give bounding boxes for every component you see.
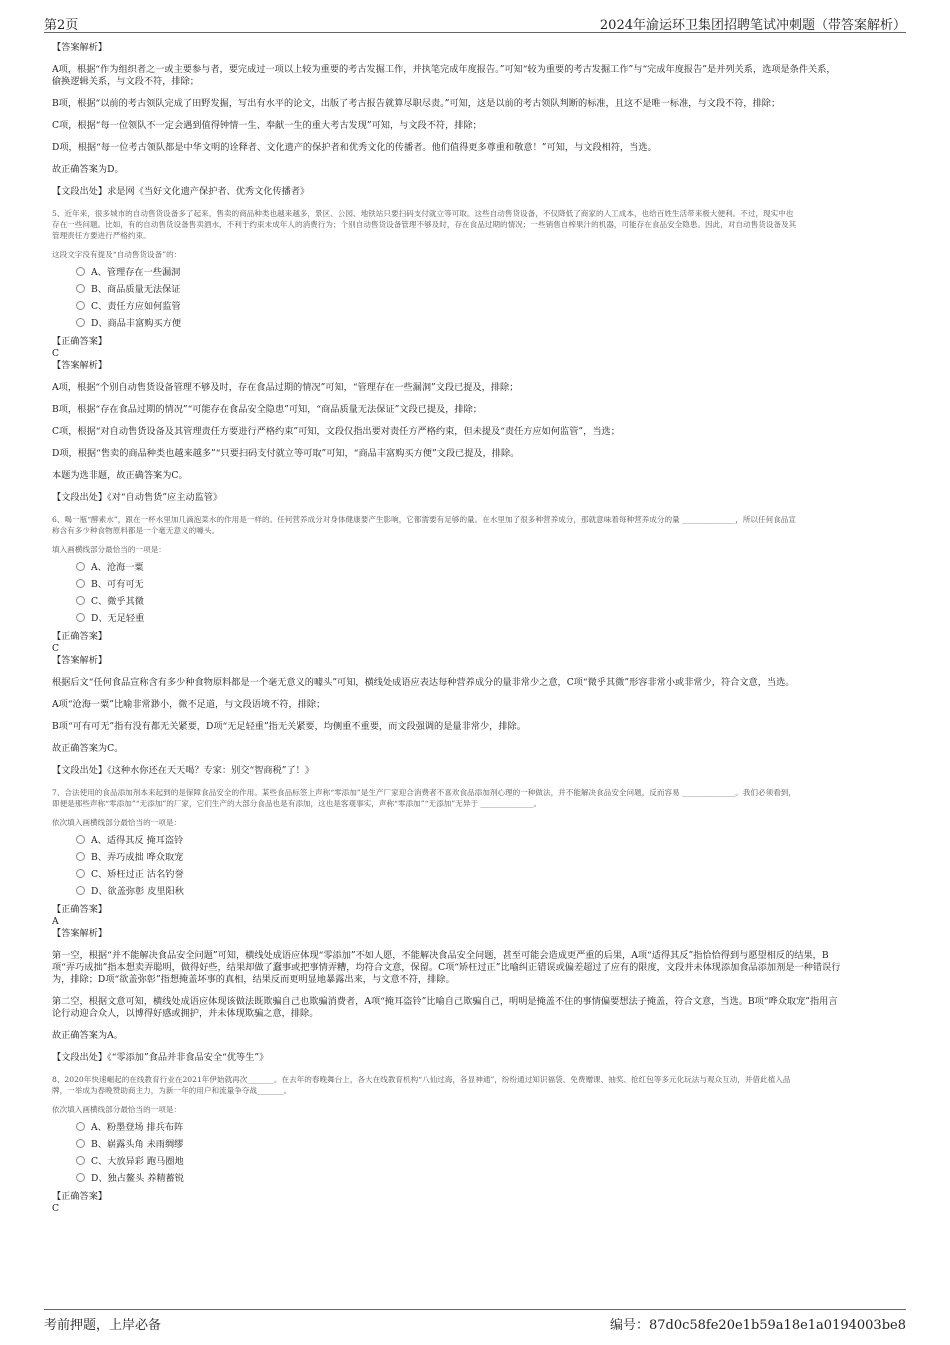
answer-conclusion: 本题为选非题，故正确答案为C。 bbox=[52, 470, 188, 481]
answer-value: A bbox=[52, 916, 59, 927]
radio-icon[interactable] bbox=[76, 596, 85, 605]
footer-slogan: 考前押题，上岸必备 bbox=[44, 1318, 162, 1333]
option-list bbox=[76, 559, 904, 627]
analysis-text: C项，根据“每一位领队不一定会遇到值得钟情一生、奉献一生的重大考古发现”可知，与文段不符，排除； bbox=[52, 120, 482, 131]
question-6 bbox=[52, 514, 904, 777]
question-stem: 8、2020年快速崛起的在线教育行业在2021年伊始就再次_______。在去年的春晚舞台上，各大在线教育机构“八仙过海，各显神通”，纷纷通过知识福袋、免费赠课、抽奖、抢红包等多元化玩法与观众互动，并借此植入品 bbox=[52, 1075, 791, 1084]
radio-icon[interactable] bbox=[76, 886, 85, 895]
option-d[interactable]: D、欲盖弥彰 皮里阳秋 bbox=[76, 883, 904, 900]
option-c[interactable]: C、大放异彩 跑马圈地 bbox=[76, 1153, 904, 1170]
question-stem: 称含有多少种食物原料都是一个毫无意义的噱头。 bbox=[52, 526, 220, 535]
option-a[interactable]: A、粉墨登场 排兵布阵 bbox=[76, 1119, 904, 1136]
option-c[interactable]: C、矫枉过正 沽名钓誉 bbox=[76, 866, 904, 883]
radio-icon[interactable] bbox=[76, 301, 85, 310]
answer-label: 【正确答案】 bbox=[52, 904, 108, 915]
analysis-text: 第二空，根据文意可知，横线处成语应体现该做法既欺骗自己也欺骗消费者，A项“掩耳盗铃”比喻自己欺骗自己，明明是掩盖不住的事情偏要想法子掩盖，符合文意，当选。B项“哗众取宠”指用言 bbox=[52, 996, 838, 1007]
radio-icon[interactable] bbox=[76, 1139, 85, 1148]
answer-value: C bbox=[52, 643, 60, 654]
analysis-label: 【答案解析】 bbox=[52, 42, 108, 53]
option-a[interactable]: A、管理存在一些漏洞 bbox=[76, 264, 904, 281]
radio-icon[interactable] bbox=[76, 579, 85, 588]
analysis-text: 第一空，根据“并不能解决食品安全问题”可知，横线处成语应体现“零添加”不如人愿，不能解决食品安全问题，甚至可能会造成更严重的后果，A项“适得其反”指恰恰得到与愿望相反的结果，B bbox=[52, 950, 829, 961]
radio-icon[interactable] bbox=[76, 1173, 85, 1182]
question-stem: 6、喝一瓶“酵素水”，跟在一杯水里加几滴泡菜水的作用是一样的。任何营养成分对身体健康要产生影响，它都需要有足够的量。在水里加了很多种营养成分，那就意味着每种营养成分的量 ______________，所以任何食品宣 bbox=[52, 515, 796, 524]
answer-conclusion: 故正确答案为D。 bbox=[52, 164, 124, 175]
radio-icon[interactable] bbox=[76, 869, 85, 878]
question-stem: 7、合法使用的食品添加剂本来起到的是保障食品安全的作用。某些食品标签上声称“零添加”是生产厂家迎合消费者不喜欢食品添加剂心理的一种做法，并不能解决食品安全问题，反而容易 ______________。我们必须看到， bbox=[52, 788, 796, 797]
option-list bbox=[76, 264, 904, 332]
answer-label: 【正确答案】 bbox=[52, 631, 108, 642]
radio-icon[interactable] bbox=[76, 835, 85, 844]
source-citation: 【文段出处】《这种水你还在天天喝？专家：别交“智商税”了！》 bbox=[52, 765, 315, 776]
option-d[interactable]: D、商品丰富购买方便 bbox=[76, 315, 904, 332]
option-b[interactable]: B、弄巧成拙 哗众取宠 bbox=[76, 849, 904, 866]
source-citation: 【文段出处】《对“自动售货”应主动监管》 bbox=[52, 492, 223, 503]
radio-icon[interactable] bbox=[76, 318, 85, 327]
radio-icon[interactable] bbox=[76, 284, 85, 293]
radio-icon[interactable] bbox=[76, 1122, 85, 1131]
option-b[interactable]: B、商品质量无法保证 bbox=[76, 281, 904, 298]
answer-conclusion: 故正确答案为A。 bbox=[52, 1030, 123, 1041]
question-prompt: 依次填入画横线部分最恰当的一项是： bbox=[52, 1105, 182, 1114]
document-body bbox=[52, 42, 904, 1215]
question-prompt: 依次填入画横线部分最恰当的一项是： bbox=[52, 818, 182, 827]
option-a[interactable]: A、适得其反 掩耳盗铃 bbox=[76, 832, 904, 849]
question-stem: 牌，一举成为春晚赞助商主力，为新一年的用户和流量争夺战_______。 bbox=[52, 1086, 292, 1095]
question-prompt: 这段文字没有提及“自动售货设备”的： bbox=[52, 250, 182, 259]
analysis-text: B项“可有可无”指有没有都无关紧要，D项“无足轻重”指无关紧要，均侧重不重要，而文段强调的是量非常少，排除。 bbox=[52, 721, 526, 732]
analysis-text: A项“沧海一粟”比喻非常渺小，微不足道，与文段语境不符，排除； bbox=[52, 699, 326, 710]
analysis-text: 偷换逻辑关系，与文段不符，排除； bbox=[52, 76, 199, 87]
analysis-text: 为，排除；D项“欲盖弥彰”指想掩盖坏事的真相，结果反而更明显地暴露出来，与文意不符，排除。 bbox=[52, 974, 455, 985]
question-stem: 5、近年来，很多城市的自动售货设备多了起来，售卖的商品种类也越来越多，景区、公园、地铁站只要扫码支付就立等可取。这些自动售货设备，不仅降低了商家的人工成本，也给百姓生活带来极大便利。不过，现实中也 bbox=[52, 209, 794, 218]
radio-icon[interactable] bbox=[76, 852, 85, 861]
answer-label: 【正确答案】 bbox=[52, 336, 108, 347]
radio-icon[interactable] bbox=[76, 1156, 85, 1165]
page-header bbox=[44, 12, 906, 33]
document-id: 编号：87d0c58fe20e1b59a18e1a0194003be8 bbox=[609, 1318, 906, 1333]
question-7 bbox=[52, 787, 904, 1064]
source-citation: 【文段出处】《“零添加”食品并非食品安全“优等生”》 bbox=[52, 1052, 269, 1063]
analysis-text: 项“弄巧成拙”指本想卖弄聪明，做得好些，结果却做了蠢事或把事情弄糟，均符合文意，保留。C项“矫枉过正”比喻纠正错误或偏差超过了应有的限度，文段并未体现添加食品添加剂是一种错误行 bbox=[52, 962, 841, 973]
analysis-text: C项，根据“对自动售货设备及其管理责任方要进行严格约束”可知，文段仅指出要对责任方严格约束，但未提及“责任方应如何监管”，当选； bbox=[52, 426, 620, 437]
option-a[interactable]: A、沧海一粟 bbox=[76, 559, 904, 576]
question-8 bbox=[52, 1074, 904, 1215]
question-5 bbox=[52, 208, 904, 504]
analysis-text: D项，根据“售卖的商品种类也越来越多”“只要扫码支付就立等可取”可知，“商品丰富购买方便”文段已提及，排除。 bbox=[52, 448, 520, 459]
document-title: 2024年渝运环卫集团招聘笔试冲刺题（带答案解析） bbox=[599, 18, 906, 33]
radio-icon[interactable] bbox=[76, 613, 85, 622]
answer-conclusion: 故正确答案为C。 bbox=[52, 743, 124, 754]
analysis-text: B项，根据“以前的考古领队完成了田野发掘，写出有水平的论文，出版了考古报告就算尽职尽责。”可知，这是以前的考古领队判断的标准，且这不是唯一标准，与文段不符，排除； bbox=[52, 98, 781, 109]
analysis-text: B项，根据“存在食品过期的情况”“可能存在食品安全隐患”可知，“商品质量无法保证”文段已提及，排除； bbox=[52, 404, 482, 415]
analysis-text: 论行动迎合众人，以博得好感或拥护，并未体现欺骗之意，排除。 bbox=[52, 1008, 319, 1019]
option-list bbox=[76, 1119, 904, 1187]
answer-label: 【正确答案】 bbox=[52, 1191, 108, 1202]
option-b[interactable]: B、崭露头角 未雨绸缪 bbox=[76, 1136, 904, 1153]
option-d[interactable]: D、独占鳌头 养精蓄锐 bbox=[76, 1170, 904, 1187]
option-list bbox=[76, 832, 904, 900]
analysis-label: 【答案解析】 bbox=[52, 655, 108, 666]
answer-value: C bbox=[52, 1203, 60, 1214]
question-prompt: 填入画横线部分最恰当的一项是： bbox=[52, 545, 166, 554]
page-number: 第2页 bbox=[44, 18, 79, 33]
analysis-label: 【答案解析】 bbox=[52, 928, 108, 939]
answer-value: C bbox=[52, 348, 60, 359]
option-c[interactable]: C、责任方应如何监管 bbox=[76, 298, 904, 315]
analysis-label: 【答案解析】 bbox=[52, 360, 108, 371]
option-d[interactable]: D、无足轻重 bbox=[76, 610, 904, 627]
radio-icon[interactable] bbox=[76, 562, 85, 571]
option-c[interactable]: C、微乎其微 bbox=[76, 593, 904, 610]
analysis-text: A项，根据“个别自动售货设备管理不够及时，存在食品过期的情况”可知，“管理存在一些漏洞”文段已提及，排除； bbox=[52, 382, 519, 393]
question-stem: 管理责任方要进行严格约束。 bbox=[52, 231, 151, 240]
page-footer bbox=[44, 1309, 906, 1336]
source-citation: 【文段出处】求是网《当好文化遗产保护者、优秀文化传播者》 bbox=[52, 186, 310, 197]
analysis-text: 根据后文“任何食品宣称含有多少种食物原料都是一个毫无意义的噱头”可知，横线处成语应表达每种营养成分的量非常少之意，C项“微乎其微”形容非常小或非常少，符合文意，当选。 bbox=[52, 677, 795, 688]
question-stem: 存在一些问题。比如，有的自动售货设备售卖酒水，不利于约束未成年人的消费行为；个别自动售货设备管理不够及时，存在食品过期的情况；一些销售自榨果汁的机器，可能存在食品安全隐患。因此，对自动售货设备及其 bbox=[52, 220, 797, 229]
question-stem: 即便是那些声称“零添加”“无添加”的厂家，它们生产的大部分食品也是有添加，这也是客观事实，声称“零添加”“无添加”无异于 ______________。 bbox=[52, 799, 542, 808]
option-b[interactable]: B、可有可无 bbox=[76, 576, 904, 593]
analysis-text: D项，根据“每一位考古领队都是中华文明的诠释者、文化遗产的保护者和优秀文化的传播者。他们值得更多尊重和敬意！”可知，与文段相符，当选。 bbox=[52, 142, 657, 153]
radio-icon[interactable] bbox=[76, 267, 85, 276]
analysis-text: A项，根据“作为组织者之一或主要参与者，要完成过一项以上较为重要的考古发掘工作，并执笔完成年度报告。”可知“较为重要的考古发掘工作”与“完成年度报告”是并列关系，选项是条件关系， bbox=[52, 64, 836, 75]
